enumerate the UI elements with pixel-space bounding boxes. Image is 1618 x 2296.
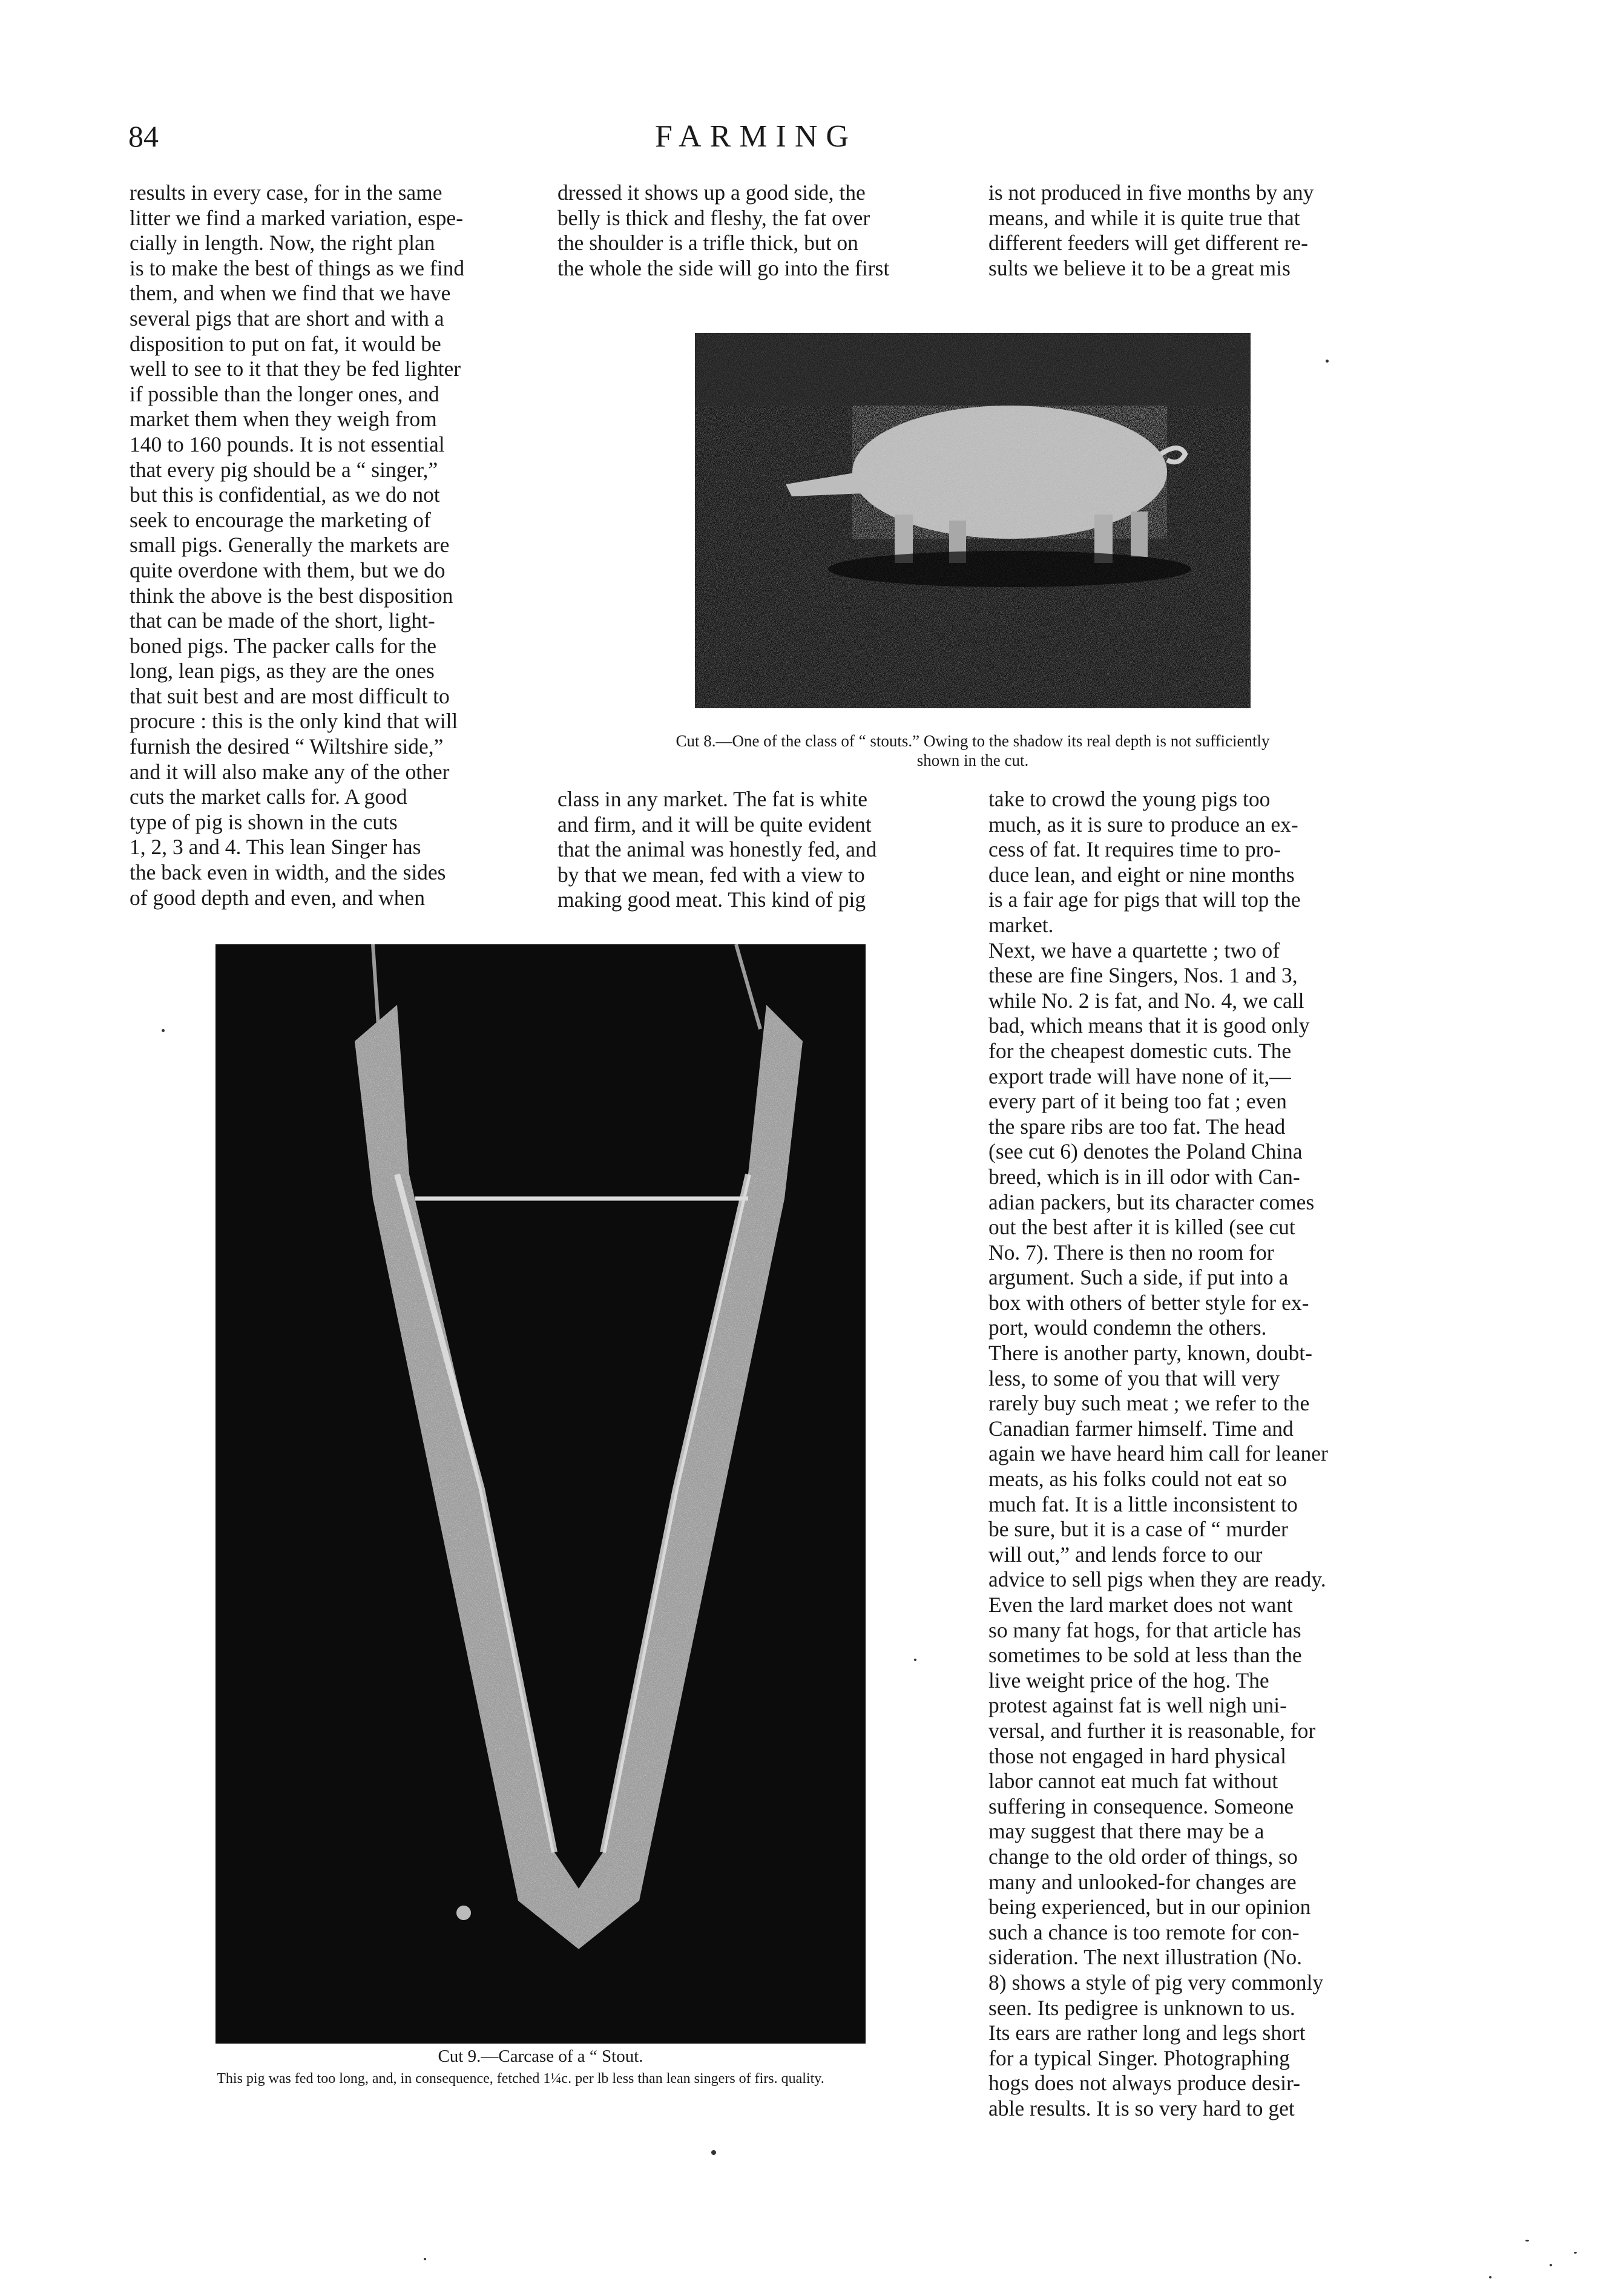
column-2-top-text: dressed it shows up a good side, the belly is thick and fleshy, the fat over the shoulder is a trifle thick, but on the whole the side will go into the first	[557, 180, 890, 280]
cut-8-caption: Cut 8.—One of the class of “ stouts.” Owing to the shadow its real depth is not sufficiently shown in the cut.	[676, 732, 1270, 769]
cut-9-caption: Cut 9.—Carcase of a “ Stout.	[438, 2047, 643, 2066]
cut-8-pig-photo	[695, 333, 1251, 708]
pig-illustration	[695, 333, 1251, 708]
column-3-top-text: is not produced in five months by any means, and while it is quite true that different feeders will get different re- sults we believe it to be a great mis	[988, 180, 1314, 280]
column-3-bottom-text: take to crowd the young pigs too much, as it is sure to produce an ex- cess of fat. It requires time to pro- duce lean, and eight or nine months is a fair age for pigs that will top the market. Next, we have a quartette ; two of these are fine Singers, Nos. 1 and 3, while No. 2 is fat, and No. 4, we call bad, which means that it is good only for the cheapest domestic cuts. The export trade will have none of it,— every part of it being too fat ; even the spare ribs are too fat. The head (see cut 6) denotes the Poland China breed, which is in ill odor with Can- adian packers, but its character comes out the best after it is killed (see cut No. 7). There is then no room for argument. Such a side, if put into a box with others of better style for ex- port, would condemn the others. There is another party, known, doubt- less, to some of you that will very rarely buy such meat ; we refer to the Canadian farmer himself. Time and again we have heard him call for leaner meats, as his folks could not eat so much fat. It is a little inconsistent to be sure, but it is a case of “ murder will out,” and lends force to our advice to sell pigs when they are ready. Even the lard market does not want so many fat hogs, for that article has sometimes to be sold at less than the live weight price of the hog. The protest against fat is well nigh uni- versal, and further it is reasonable, for those not engaged in hard physical labor cannot eat much fat without suffering in consequence. Someone may suggest that there may be a change to the old order of things, so many and unlooked-for changes are being experienced, but in our opinion such a chance is too remote for con- sideration. The next illustration (No. 8) shows a style of pig very commonly seen. Its pedigree is unknown to us. Its ears are rather long and legs short for a typical Singer. Photographing hogs does not always produce desir- able results. It is so very hard to get	[988, 787, 1328, 2120]
running-head: FARMING	[655, 119, 857, 154]
column-2-bottom-text: class in any market. The fat is white and firm, and it will be quite evident that the animal was honestly fed, and by that we mean, fed with a view to making good meat. This kind of pig	[557, 787, 877, 912]
cut-9-note: This pig was fed too long, and, in consequence, fetched 1¼c. per lb less than lean singers of firs. quality.	[217, 2071, 824, 2087]
carcase-illustration	[215, 944, 866, 2044]
page-number: 84	[128, 119, 159, 153]
cut-9-carcase-photo	[215, 944, 866, 2044]
column-1-text: results in every case, for in the same litter we find a marked variation, espe- cially in length. Now, the right plan is to make the best of things as we find them, and when we find that we have several pigs that are short and with a disposition to put on fat, it would be well to see to it that they be fed lighter if possible than the longer ones, and market them when they weigh from 140 to 160 pounds. It is not essential that every pig should be a “ singer,” but this is confidential, as we do not seek to encourage the marketing of small pigs. Generally the markets are quite overdone with them, but we do think the above is the best disposition that can be made of the short, light- boned pigs. The packer calls for the long, lean pigs, as they are the ones that suit best and are most difficult to procure : this is the only kind that will furnish the desired “ Wiltshire side,” and it will also make any of the other cuts the market calls for. A good type of pig is shown in the cuts 1, 2, 3 and 4. This lean Singer has the back even in width, and the sides of good depth and even, and when	[130, 180, 465, 910]
